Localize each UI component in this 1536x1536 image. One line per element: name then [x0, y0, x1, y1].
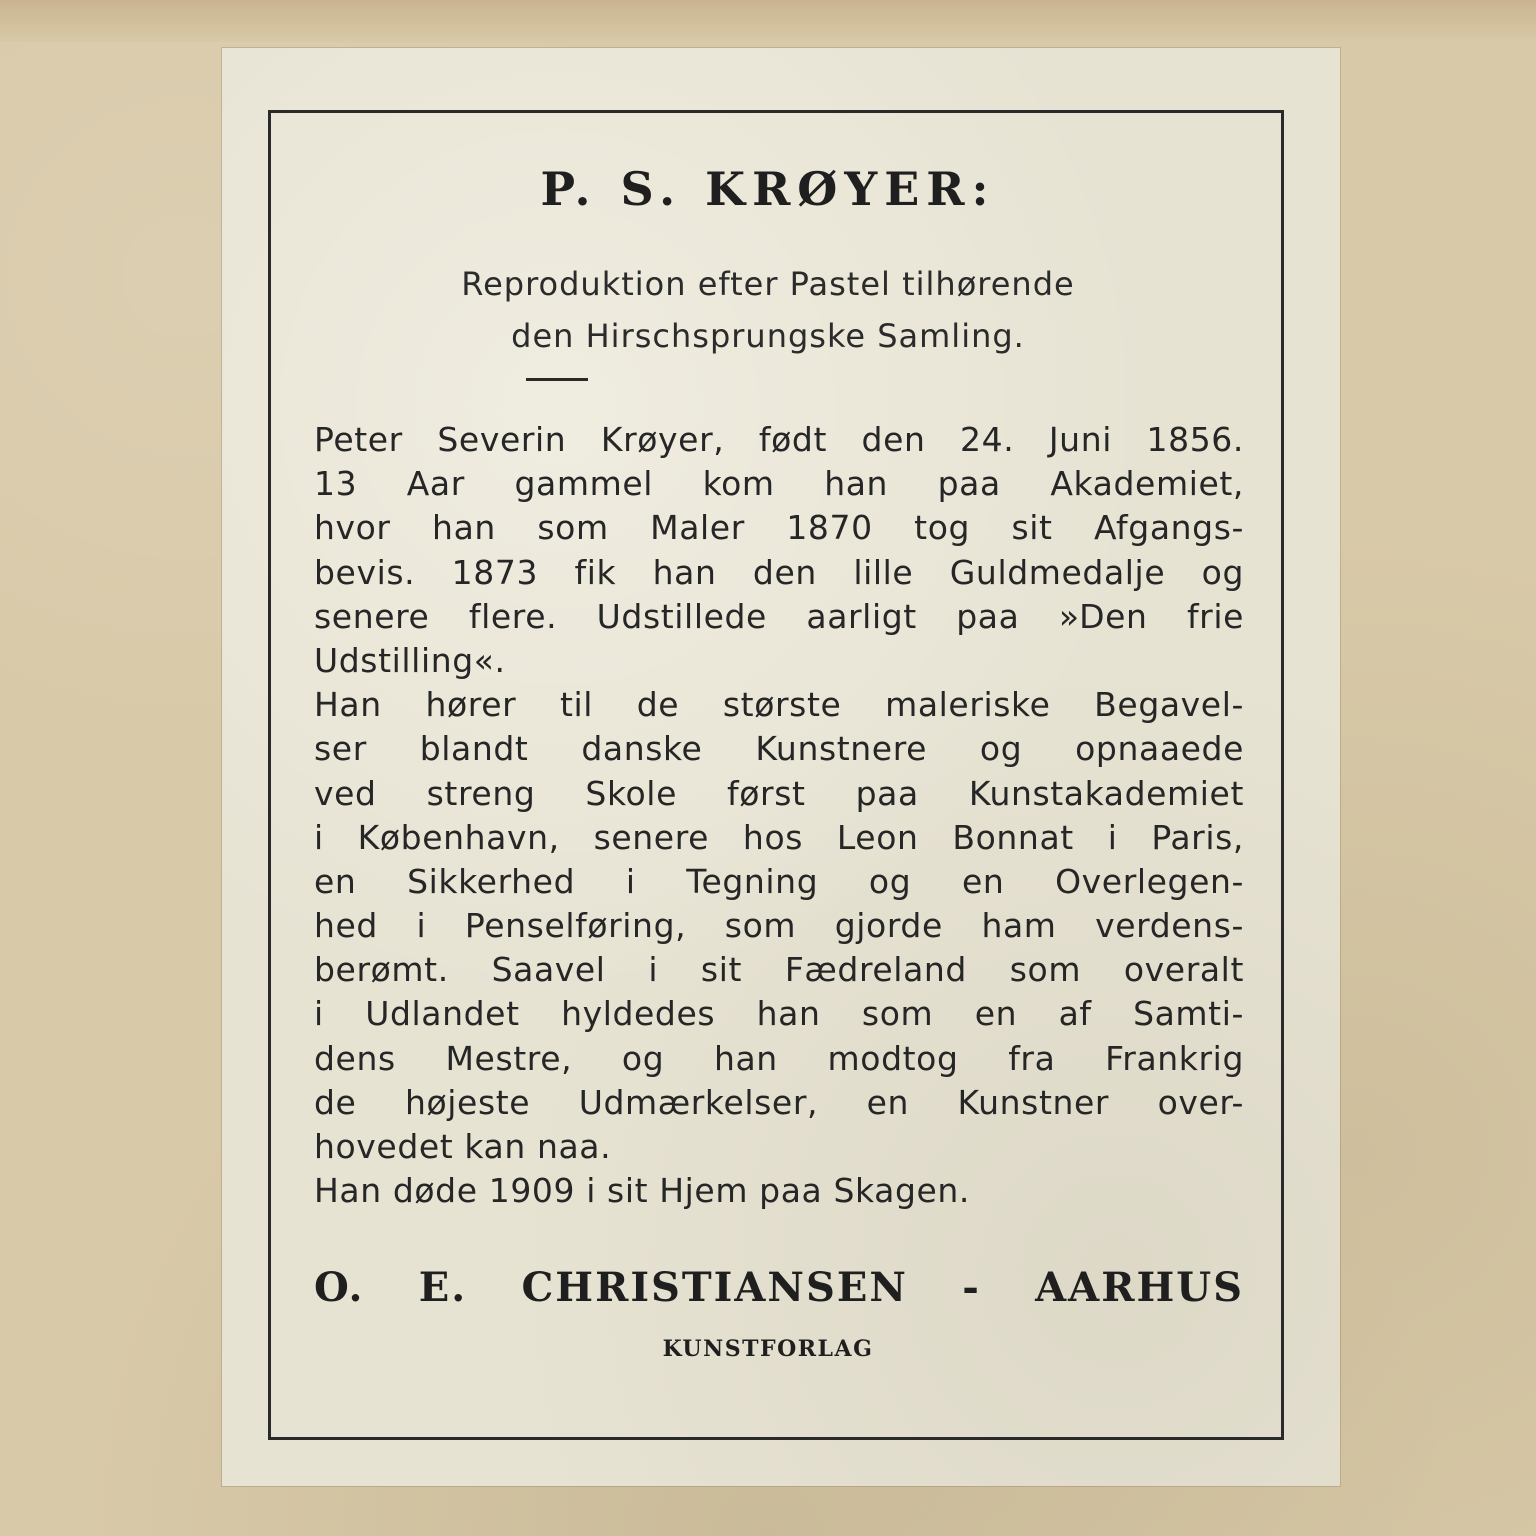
biography-line: Han hører til de største maleriske Begavel-: [314, 685, 1244, 725]
biography-line: dens Mestre, og han modtog fra Frankrig: [314, 1038, 1244, 1078]
biography-line: hvor han som Maler 1870 tog sit Afgangs-: [314, 508, 1244, 548]
biography-line: Peter Severin Krøyer, født den 24. Juni 1856.: [314, 420, 1244, 459]
backing-board-edge: [0, 0, 1536, 42]
biography-line: i København, senere hos Leon Bonnat i Paris,: [314, 817, 1244, 857]
biography-line: en Sikkerhed i Tegning og en Overlegen-: [314, 861, 1244, 901]
biography-line: 13 Aar gammel kom han paa Akademiet,: [314, 464, 1244, 504]
biography-line: i Udlandet hyldedes han som en af Samti-: [314, 994, 1244, 1034]
subtitle-line: Reproduktion efter Pastel tilhørende: [461, 265, 1075, 303]
biography-line: senere flere. Udstillede aarligt paa »Den frie: [314, 596, 1244, 636]
subtitle-line: den Hirschsprungske Samling.: [511, 317, 1025, 355]
biography-line: ved streng Skole først paa Kunstakademiet: [314, 773, 1244, 813]
publisher-imprint: KUNSTFORLAG: [662, 1336, 874, 1362]
biography-line: Udstilling«.: [314, 640, 506, 680]
biography-line: de højeste Udmærkelser, en Kunstner over-: [314, 1082, 1244, 1122]
biography-line: bevis. 1873 fik han den lille Guldmedalje og: [314, 552, 1244, 592]
biography-text: [314, 418, 1244, 1213]
publisher-name: O. E. CHRISTIANSEN - AARHUS: [314, 1264, 1244, 1311]
divider-rule: [526, 378, 588, 381]
biography-line: ser blandt danske Kunstnere og opnaaede: [314, 729, 1244, 769]
biography-line: berømt. Saavel i sit Fædreland som overalt: [314, 950, 1244, 990]
subtitle: [0, 258, 1536, 362]
biography-line: hed i Penselføring, som gjorde ham verdens-: [314, 906, 1244, 946]
artist-title: P. S. KRØYER:: [540, 162, 996, 216]
biography-line: hovedet kan naa.: [314, 1127, 612, 1166]
biography-line: Han døde 1909 i sit Hjem paa Skagen.: [314, 1171, 970, 1211]
